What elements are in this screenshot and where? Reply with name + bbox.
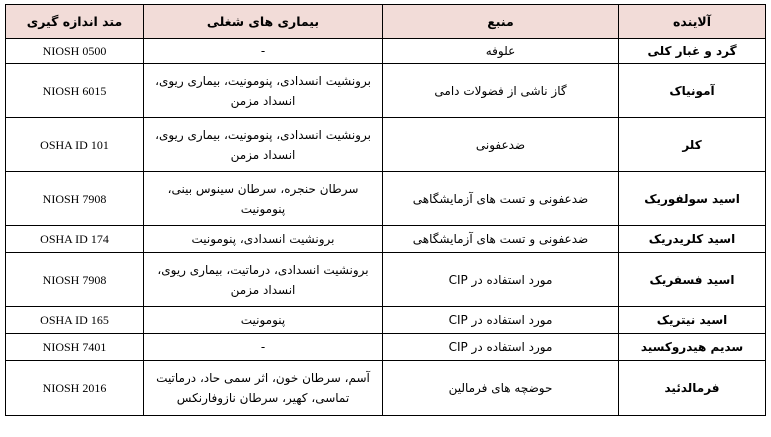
pollutant-cell: اسید کلریدریک [619, 226, 766, 253]
table-row [6, 226, 766, 253]
disease-cell: برونشیت انسدادی، درماتیت، بیماری ریوی، انسداد مزمن [144, 253, 383, 307]
table-row [6, 253, 766, 307]
method-cell: NIOSH 0500 [6, 39, 144, 64]
pollutant-cell: گرد و غبار کلی [619, 39, 766, 64]
disease-cell: برونشیت انسدادی، پنومونیت، بیماری ریوی، انسداد مزمن [144, 118, 383, 172]
source-cell: علوفه [383, 39, 619, 64]
table-row [6, 172, 766, 226]
disease-cell: برونشیت انسدادی، پنومونیت، بیماری ریوی، انسداد مزمن [144, 64, 383, 118]
pollutants-table [5, 4, 766, 416]
source-cell: مورد استفاده در CIP [383, 253, 619, 307]
table-row [6, 334, 766, 361]
pollutant-cell: اسید فسفریک [619, 253, 766, 307]
table-row [6, 64, 766, 118]
disease-cell: برونشیت انسدادی، پنومونیت [144, 226, 383, 253]
pollutant-cell: کلر [619, 118, 766, 172]
disease-cell: - [144, 334, 383, 361]
method-cell: NIOSH 2016 [6, 361, 144, 416]
header-pollutant: آلاینده [619, 5, 766, 39]
method-cell: OSHA ID 165 [6, 307, 144, 334]
header-disease: بیماری های شغلی [144, 5, 383, 39]
header-source: منبع [383, 5, 619, 39]
pollutant-cell: اسید نیتریک [619, 307, 766, 334]
source-cell: گاز ناشی از فضولات دامی [383, 64, 619, 118]
table-row [6, 361, 766, 416]
disease-cell: سرطان حنجره، سرطان سینوس بینی، پنومونیت [144, 172, 383, 226]
table-row [6, 118, 766, 172]
source-cell: مورد استفاده در CIP [383, 307, 619, 334]
pollutant-cell: فرمالدئید [619, 361, 766, 416]
header-row [6, 5, 766, 39]
source-cell: حوضچه های فرمالین [383, 361, 619, 416]
method-cell: NIOSH 7401 [6, 334, 144, 361]
source-cell: ضدعفونی و تست های آزمایشگاهی [383, 226, 619, 253]
pollutant-cell: اسید سولفوریک [619, 172, 766, 226]
source-cell: ضدعفونی و تست های آزمایشگاهی [383, 172, 619, 226]
source-cell: ضدعفونی [383, 118, 619, 172]
pollutant-cell: سدیم هیدروکسید [619, 334, 766, 361]
method-cell: NIOSH 6015 [6, 64, 144, 118]
method-cell: NIOSH 7908 [6, 253, 144, 307]
method-cell: OSHA ID 101 [6, 118, 144, 172]
table-row [6, 39, 766, 64]
header-method: متد اندازه گیری [6, 5, 144, 39]
disease-cell: آسم، سرطان خون، اثر سمی حاد، درماتیت تماسی، کهیر، سرطان نازوفارنکس [144, 361, 383, 416]
pollutant-cell: آمونیاک [619, 64, 766, 118]
method-cell: NIOSH 7908 [6, 172, 144, 226]
method-cell: OSHA ID 174 [6, 226, 144, 253]
table-row [6, 307, 766, 334]
source-cell: مورد استفاده در CIP [383, 334, 619, 361]
disease-cell: - [144, 39, 383, 64]
disease-cell: پنومونیت [144, 307, 383, 334]
